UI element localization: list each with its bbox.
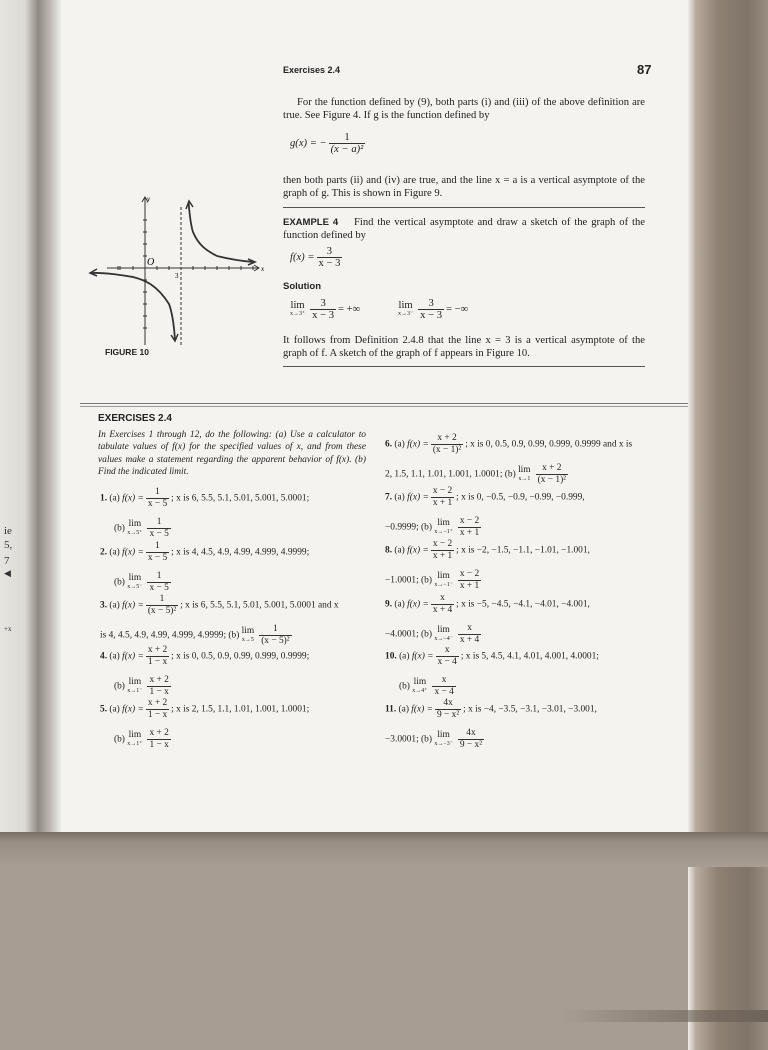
lim-word: lim	[128, 518, 142, 529]
exercise-number: 3.	[100, 600, 108, 611]
function-denominator: (x − 5)²	[147, 606, 177, 616]
origin-label: O	[147, 257, 155, 268]
exercise-9	[385, 593, 590, 646]
paragraph: It follows from Definition 2.4.8 that the line x = 3 is a vertical asymptote of the graph of f. A sketch of the graph of f appears in Figure 10.	[283, 335, 645, 359]
solution-label: Solution	[283, 281, 321, 292]
tabulation-values-cont: −4.0001;	[385, 629, 419, 640]
tabulation-values-cont: −0.9999;	[385, 522, 419, 533]
function-lhs: f(x) =	[411, 651, 434, 662]
lim-word: lim	[290, 299, 305, 311]
lim-numerator: x − 2	[459, 516, 480, 526]
limit-left	[398, 298, 468, 321]
tabulation-values: ; x is 4, 4.5, 4.9, 4.99, 4.999, 4.9999;	[171, 547, 310, 558]
example-4	[283, 216, 645, 242]
margin-fragment: +x	[4, 625, 12, 633]
function-numerator: 1	[146, 487, 169, 499]
function-denominator: x − 5	[147, 553, 168, 563]
lim-subscript: x→5	[241, 636, 254, 643]
function-lhs: f(x) =	[407, 599, 429, 610]
part-a-label: (a)	[109, 704, 120, 715]
exercise-8	[385, 539, 590, 592]
function-lhs: f(x) =	[411, 704, 433, 715]
tabulation-values: ; x is −2, −1.5, −1.1, −1.01, −1.001,	[456, 545, 590, 556]
part-b-label: (b)	[399, 681, 410, 692]
tabulation-values: ; x is 6, 5.5, 5.1, 5.01, 5.001, 5.0001 and x	[180, 600, 339, 611]
exercise-1	[100, 487, 309, 540]
lim-subscript: x→5⁻	[127, 583, 143, 590]
part-b-label: (b)	[228, 630, 240, 641]
lim-result: = −∞	[446, 303, 469, 315]
lim-numerator: x + 2	[536, 463, 568, 475]
tabulation-values-cont: is 4, 4.5, 4.9, 4.99, 4.999, 4.9999;	[100, 630, 227, 641]
limit-right	[290, 298, 360, 321]
exercise-10	[385, 645, 599, 698]
exercise-number: 1.	[100, 493, 108, 504]
lim-subscript: x→−1⁺	[434, 528, 453, 535]
lim-denominator: x − 3	[312, 310, 335, 321]
lim-denominator: x − 3	[420, 310, 443, 321]
part-a-label: (a)	[109, 547, 120, 558]
lim-denominator: x + 1	[459, 528, 480, 538]
lim-numerator: 3	[418, 298, 444, 310]
lim-subscript: x→−1⁻	[434, 581, 453, 588]
exercise-3	[100, 594, 339, 647]
part-b-label: (b)	[504, 469, 516, 480]
tabulation-values-cont: 2, 1.5, 1.1, 1.01, 1.001, 1.0001;	[385, 469, 503, 480]
page-number: 87	[637, 62, 652, 77]
g-definition	[290, 132, 367, 155]
part-a-label: (a)	[394, 599, 405, 610]
lim-subscript: x→−4⁻	[434, 635, 453, 642]
lim-result: = +∞	[338, 303, 361, 315]
lim-denominator: x − 5	[149, 529, 169, 539]
lim-word: lim	[398, 299, 413, 311]
part-b-label: (b)	[114, 523, 125, 534]
exercise-number: 2.	[100, 547, 108, 558]
lim-denominator: x + 1	[459, 581, 480, 591]
example-text: Find the vertical asymptote and draw a sketch of the graph of the function defined by	[283, 217, 645, 241]
tabulation-values: ; x is −4, −3.5, −3.1, −3.01, −3.001,	[463, 704, 597, 715]
exercise-number: 10.	[385, 651, 397, 662]
exercise-6	[385, 433, 632, 486]
lim-word: lim	[241, 625, 255, 636]
part-a-label: (a)	[109, 600, 120, 611]
tabulation-values: ; x is −5, −4.5, −4.1, −4.01, −4.001,	[456, 599, 590, 610]
lim-numerator: 3	[310, 298, 336, 310]
lim-denominator: x − 4	[434, 687, 454, 697]
lim-word: lim	[413, 676, 427, 687]
exercise-2	[100, 541, 309, 594]
exercise-number: 5.	[100, 704, 108, 715]
tabulation-values: ; x is 2, 1.5, 1.1, 1.01, 1.001, 1.0001;	[171, 704, 310, 715]
divider	[283, 366, 645, 367]
lim-subscript: x→−3⁻	[434, 740, 453, 747]
lim-subscript: x→1⁺	[127, 740, 143, 747]
lim-word: lim	[518, 464, 531, 475]
function-denominator: x − 5	[147, 499, 168, 509]
lim-word: lim	[437, 729, 450, 740]
lim-subscript: x→4⁺	[412, 687, 428, 694]
function-numerator: 1	[146, 594, 178, 606]
section-rule	[80, 403, 688, 404]
exercise-11	[385, 698, 597, 751]
tabulation-values: ; x is 5, 4.5, 4.1, 4.01, 4.001, 4.0001;	[460, 651, 599, 662]
tabulation-values-cont: −3.0001;	[385, 734, 419, 745]
lim-subscript: x→3⁻	[398, 310, 414, 317]
part-b-label: (b)	[114, 734, 125, 745]
tabulation-values: ; x is 0, 0.5, 0.9, 0.99, 0.999, 0.9999 and x is	[465, 439, 633, 450]
lim-word: lim	[128, 572, 142, 583]
part-b-label: (b)	[114, 681, 125, 692]
exercise-number: 6.	[385, 439, 393, 450]
function-lhs: f(x) =	[407, 439, 429, 450]
tick-label-3: 3	[175, 272, 179, 280]
exercises-intro: In Exercises 1 through 12, do the following: (a) Use a calculator to tabulate values of f(x) for the specified values of x, and from these values make a statement regarding the apparent behavior of f(x). (b) Find the indicated limit.	[98, 430, 366, 477]
function-numerator: 1	[146, 541, 169, 553]
lim-numerator: x	[458, 623, 481, 635]
lim-numerator: x + 2	[149, 675, 169, 685]
part-a-label: (a)	[394, 439, 405, 450]
margin-fragment: ie	[4, 525, 12, 537]
part-a-label: (a)	[398, 704, 409, 715]
figure-10-graph	[80, 190, 280, 350]
part-a-label: (a)	[109, 493, 120, 504]
lim-numerator: x + 2	[149, 728, 169, 738]
function-denominator: x + 4	[432, 605, 453, 615]
lim-denominator: x − 5	[149, 583, 169, 593]
part-b-label: (b)	[421, 522, 432, 533]
exercise-number: 4.	[100, 651, 108, 662]
tabulation-values: ; x is 0, 0.5, 0.9, 0.99, 0.999, 0.9999;	[171, 651, 310, 662]
part-b-label: (b)	[421, 629, 432, 640]
function-lhs: f(x) =	[122, 493, 144, 504]
lim-denominator: 1 − x	[149, 687, 169, 697]
exercise-number: 9.	[385, 599, 393, 610]
function-lhs: f(x) =	[122, 547, 144, 558]
function-denominator: x − 4	[437, 657, 457, 667]
f-denominator: x − 3	[318, 258, 341, 269]
exercise-7	[385, 486, 585, 539]
function-lhs: f(x) =	[122, 704, 144, 715]
figure-caption: FIGURE 10	[105, 347, 149, 357]
lim-denominator: 1 − x	[149, 740, 169, 750]
margin-fragment: 5,	[4, 539, 13, 551]
function-numerator: x	[431, 593, 454, 605]
function-lhs: f(x) =	[407, 545, 429, 556]
scanner-strip	[560, 1010, 768, 1022]
part-b-label: (b)	[114, 577, 125, 588]
tabulation-values-cont: −1.0001;	[385, 575, 419, 586]
function-denominator: x + 1	[432, 498, 453, 508]
paragraph: For the function defined by (9), both parts (i) and (iii) of the above definition are true. See Figure 4. If g is the function defined by	[283, 97, 645, 121]
g-denominator: (x − a)²	[330, 144, 364, 155]
example-label: EXAMPLE 4	[283, 217, 339, 228]
part-a-label: (a)	[394, 545, 405, 556]
example-function	[290, 246, 344, 269]
f-lhs: f(x) =	[290, 251, 315, 263]
function-numerator: x − 2	[432, 539, 453, 549]
function-lhs: f(x) =	[122, 600, 144, 611]
lim-numerator: 1	[147, 571, 170, 583]
exercises-heading: EXERCISES 2.4	[98, 413, 172, 424]
exercise-number: 8.	[385, 545, 393, 556]
function-denominator: (x − 1)²	[432, 445, 462, 455]
lim-numerator: 1	[147, 517, 170, 529]
function-numerator: x + 2	[147, 645, 168, 655]
g-lhs: g(x) = −	[290, 137, 327, 149]
section-rule	[80, 406, 688, 407]
exercise-4	[100, 645, 309, 698]
divider	[283, 207, 645, 208]
lim-denominator: (x − 5)²	[261, 636, 290, 646]
paragraph: then both parts (ii) and (iv) are true, and the line x = a is a vertical asymptote of the graph of g. This is shown in Figure 9.	[283, 175, 645, 199]
part-a-label: (a)	[399, 651, 410, 662]
lim-denominator: (x − 1)²	[537, 475, 566, 485]
function-denominator: x + 1	[432, 551, 453, 561]
function-numerator: x + 2	[431, 433, 463, 445]
lim-word: lim	[437, 517, 450, 528]
lim-numerator: 4x	[458, 728, 484, 740]
exercise-5	[100, 698, 309, 751]
lim-word: lim	[437, 624, 450, 635]
right-branch-curve	[189, 203, 253, 262]
lim-word: lim	[437, 570, 450, 581]
lim-denominator: 9 − x²	[459, 740, 483, 750]
function-denominator: 1 − x	[147, 710, 168, 720]
function-numerator: 4x	[435, 698, 461, 710]
lim-denominator: x + 4	[459, 635, 480, 645]
margin-fragment: ◀	[4, 568, 11, 578]
part-a-label: (a)	[109, 651, 120, 662]
book-gutter	[0, 0, 62, 838]
function-denominator: 9 − x²	[436, 710, 460, 720]
lim-subscript: x→1⁻	[127, 687, 143, 694]
lim-numerator: x	[432, 675, 455, 687]
exercise-number: 7.	[385, 492, 393, 503]
lim-subscript: x→5⁺	[127, 529, 143, 536]
function-numerator: x	[436, 645, 459, 657]
x-axis-label: x	[261, 265, 265, 273]
tabulation-values: ; x is 0, −0.5, −0.9, −0.99, −0.999,	[456, 492, 585, 503]
f-numerator: 3	[317, 246, 343, 258]
y-axis-label: y	[147, 195, 151, 203]
lim-word: lim	[128, 676, 142, 687]
function-denominator: 1 − x	[147, 657, 168, 667]
part-b-label: (b)	[421, 575, 432, 586]
function-numerator: x + 2	[147, 698, 168, 708]
exercise-number: 11.	[385, 704, 397, 715]
running-title: Exercises 2.4	[283, 65, 341, 75]
lim-subscript: x→1	[518, 475, 531, 482]
function-lhs: f(x) =	[122, 651, 144, 662]
function-numerator: x − 2	[432, 486, 453, 496]
g-numerator: 1	[329, 132, 366, 144]
tabulation-values: ; x is 6, 5.5, 5.1, 5.01, 5.001, 5.0001;	[171, 493, 310, 504]
left-branch-curve	[91, 273, 175, 340]
lim-word: lim	[128, 729, 142, 740]
page-edge-shadow	[688, 0, 768, 1050]
lim-numerator: x − 2	[459, 569, 480, 579]
lim-numerator: 1	[259, 624, 291, 636]
function-lhs: f(x) =	[407, 492, 429, 503]
lim-subscript: x→3⁺	[290, 310, 306, 317]
page-bottom-shadow	[0, 832, 768, 867]
axis-ticks	[118, 220, 253, 328]
part-b-label: (b)	[421, 734, 432, 745]
part-a-label: (a)	[394, 492, 405, 503]
margin-fragment: 7	[4, 555, 10, 567]
